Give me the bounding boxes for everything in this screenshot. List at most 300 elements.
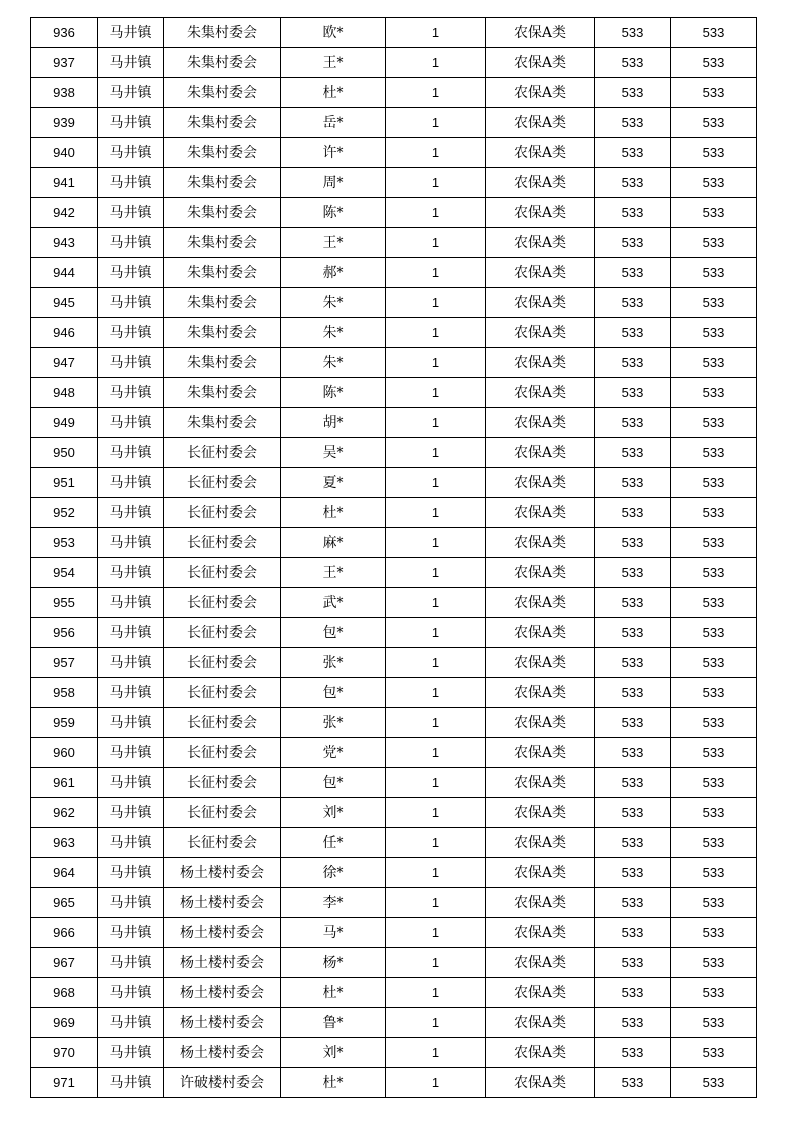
amount-cell: 533 (595, 78, 671, 108)
village-committee-cell: 朱集村委会 (164, 228, 281, 258)
row-number-cell: 938 (31, 78, 98, 108)
row-number-cell: 944 (31, 258, 98, 288)
name-cell: 朱* (281, 288, 386, 318)
category-cell: 农保A类 (486, 618, 595, 648)
category-cell: 农保A类 (486, 738, 595, 768)
town-cell: 马井镇 (98, 498, 164, 528)
amount-cell: 533 (595, 888, 671, 918)
village-committee-cell: 长征村委会 (164, 708, 281, 738)
category-cell: 农保A类 (486, 18, 595, 48)
total-amount-cell: 533 (671, 78, 757, 108)
name-cell: 党* (281, 738, 386, 768)
total-amount-cell: 533 (671, 588, 757, 618)
row-number-cell: 947 (31, 348, 98, 378)
amount-cell: 533 (595, 258, 671, 288)
total-amount-cell: 533 (671, 318, 757, 348)
count-cell: 1 (386, 258, 486, 288)
name-cell: 麻* (281, 528, 386, 558)
count-cell: 1 (386, 768, 486, 798)
row-number-cell: 940 (31, 138, 98, 168)
table-row (31, 438, 757, 468)
category-cell: 农保A类 (486, 168, 595, 198)
town-cell: 马井镇 (98, 408, 164, 438)
table-row (31, 168, 757, 198)
category-cell: 农保A类 (486, 318, 595, 348)
count-cell: 1 (386, 1008, 486, 1038)
total-amount-cell: 533 (671, 258, 757, 288)
total-amount-cell: 533 (671, 48, 757, 78)
total-amount-cell: 533 (671, 708, 757, 738)
name-cell: 王* (281, 228, 386, 258)
name-cell: 朱* (281, 318, 386, 348)
amount-cell: 533 (595, 228, 671, 258)
row-number-cell: 950 (31, 438, 98, 468)
total-amount-cell: 533 (671, 978, 757, 1008)
village-committee-cell: 长征村委会 (164, 558, 281, 588)
town-cell: 马井镇 (98, 798, 164, 828)
town-cell: 马井镇 (98, 588, 164, 618)
row-number-cell: 969 (31, 1008, 98, 1038)
town-cell: 马井镇 (98, 948, 164, 978)
category-cell: 农保A类 (486, 858, 595, 888)
name-cell: 张* (281, 708, 386, 738)
total-amount-cell: 533 (671, 618, 757, 648)
village-committee-cell: 长征村委会 (164, 738, 281, 768)
amount-cell: 533 (595, 588, 671, 618)
name-cell: 包* (281, 618, 386, 648)
amount-cell: 533 (595, 198, 671, 228)
row-number-cell: 965 (31, 888, 98, 918)
town-cell: 马井镇 (98, 78, 164, 108)
village-committee-cell: 长征村委会 (164, 798, 281, 828)
total-amount-cell: 533 (671, 378, 757, 408)
row-number-cell: 964 (31, 858, 98, 888)
town-cell: 马井镇 (98, 438, 164, 468)
count-cell: 1 (386, 588, 486, 618)
village-committee-cell: 长征村委会 (164, 678, 281, 708)
amount-cell: 533 (595, 558, 671, 588)
village-committee-cell: 朱集村委会 (164, 408, 281, 438)
town-cell: 马井镇 (98, 288, 164, 318)
town-cell: 马井镇 (98, 168, 164, 198)
town-cell: 马井镇 (98, 318, 164, 348)
village-committee-cell: 朱集村委会 (164, 138, 281, 168)
table-row (31, 828, 757, 858)
table-row (31, 318, 757, 348)
amount-cell: 533 (595, 1038, 671, 1068)
name-cell: 欧* (281, 18, 386, 48)
village-committee-cell: 杨土楼村委会 (164, 888, 281, 918)
village-committee-cell: 朱集村委会 (164, 18, 281, 48)
town-cell: 马井镇 (98, 528, 164, 558)
table-row (31, 498, 757, 528)
row-number-cell: 963 (31, 828, 98, 858)
name-cell: 岳* (281, 108, 386, 138)
count-cell: 1 (386, 918, 486, 948)
name-cell: 许* (281, 138, 386, 168)
town-cell: 马井镇 (98, 558, 164, 588)
name-cell: 王* (281, 48, 386, 78)
category-cell: 农保A类 (486, 48, 595, 78)
total-amount-cell: 533 (671, 798, 757, 828)
count-cell: 1 (386, 348, 486, 378)
amount-cell: 533 (595, 498, 671, 528)
village-committee-cell: 长征村委会 (164, 468, 281, 498)
total-amount-cell: 533 (671, 168, 757, 198)
total-amount-cell: 533 (671, 498, 757, 528)
table-row (31, 558, 757, 588)
town-cell: 马井镇 (98, 618, 164, 648)
name-cell: 包* (281, 678, 386, 708)
row-number-cell: 958 (31, 678, 98, 708)
category-cell: 农保A类 (486, 438, 595, 468)
total-amount-cell: 533 (671, 198, 757, 228)
category-cell: 农保A类 (486, 378, 595, 408)
category-cell: 农保A类 (486, 198, 595, 228)
total-amount-cell: 533 (671, 108, 757, 138)
row-number-cell: 961 (31, 768, 98, 798)
category-cell: 农保A类 (486, 768, 595, 798)
amount-cell: 533 (595, 738, 671, 768)
amount-cell: 533 (595, 978, 671, 1008)
village-committee-cell: 杨土楼村委会 (164, 1008, 281, 1038)
count-cell: 1 (386, 408, 486, 438)
amount-cell: 533 (595, 858, 671, 888)
name-cell: 陈* (281, 198, 386, 228)
table-row (31, 768, 757, 798)
town-cell: 马井镇 (98, 1068, 164, 1098)
table-row (31, 78, 757, 108)
total-amount-cell: 533 (671, 678, 757, 708)
total-amount-cell: 533 (671, 1038, 757, 1068)
amount-cell: 533 (595, 468, 671, 498)
row-number-cell: 946 (31, 318, 98, 348)
category-cell: 农保A类 (486, 1038, 595, 1068)
name-cell: 夏* (281, 468, 386, 498)
amount-cell: 533 (595, 798, 671, 828)
village-committee-cell: 朱集村委会 (164, 288, 281, 318)
category-cell: 农保A类 (486, 228, 595, 258)
count-cell: 1 (386, 708, 486, 738)
category-cell: 农保A类 (486, 888, 595, 918)
village-committee-cell: 杨土楼村委会 (164, 858, 281, 888)
count-cell: 1 (386, 948, 486, 978)
table-row (31, 1038, 757, 1068)
count-cell: 1 (386, 798, 486, 828)
category-cell: 农保A类 (486, 978, 595, 1008)
category-cell: 农保A类 (486, 258, 595, 288)
town-cell: 马井镇 (98, 858, 164, 888)
table-row (31, 588, 757, 618)
table-row (31, 528, 757, 558)
amount-cell: 533 (595, 618, 671, 648)
amount-cell: 533 (595, 168, 671, 198)
category-cell: 农保A类 (486, 828, 595, 858)
village-committee-cell: 长征村委会 (164, 768, 281, 798)
total-amount-cell: 533 (671, 288, 757, 318)
amount-cell: 533 (595, 378, 671, 408)
name-cell: 杨* (281, 948, 386, 978)
town-cell: 马井镇 (98, 648, 164, 678)
count-cell: 1 (386, 1038, 486, 1068)
total-amount-cell: 533 (671, 438, 757, 468)
total-amount-cell: 533 (671, 828, 757, 858)
village-committee-cell: 长征村委会 (164, 438, 281, 468)
category-cell: 农保A类 (486, 108, 595, 138)
count-cell: 1 (386, 168, 486, 198)
amount-cell: 533 (595, 1008, 671, 1038)
village-committee-cell: 朱集村委会 (164, 168, 281, 198)
town-cell: 马井镇 (98, 1008, 164, 1038)
row-number-cell: 945 (31, 288, 98, 318)
data-table (30, 17, 757, 1098)
town-cell: 马井镇 (98, 138, 164, 168)
village-committee-cell: 朱集村委会 (164, 258, 281, 288)
town-cell: 马井镇 (98, 828, 164, 858)
count-cell: 1 (386, 528, 486, 558)
total-amount-cell: 533 (671, 18, 757, 48)
village-committee-cell: 杨土楼村委会 (164, 918, 281, 948)
village-committee-cell: 朱集村委会 (164, 198, 281, 228)
name-cell: 包* (281, 768, 386, 798)
count-cell: 1 (386, 978, 486, 1008)
count-cell: 1 (386, 138, 486, 168)
count-cell: 1 (386, 468, 486, 498)
total-amount-cell: 533 (671, 138, 757, 168)
village-committee-cell: 杨土楼村委会 (164, 948, 281, 978)
village-committee-cell: 朱集村委会 (164, 318, 281, 348)
row-number-cell: 936 (31, 18, 98, 48)
town-cell: 马井镇 (98, 738, 164, 768)
row-number-cell: 939 (31, 108, 98, 138)
row-number-cell: 956 (31, 618, 98, 648)
table-row (31, 138, 757, 168)
table-row (31, 408, 757, 438)
village-committee-cell: 朱集村委会 (164, 78, 281, 108)
count-cell: 1 (386, 558, 486, 588)
category-cell: 农保A类 (486, 468, 595, 498)
amount-cell: 533 (595, 708, 671, 738)
total-amount-cell: 533 (671, 468, 757, 498)
total-amount-cell: 533 (671, 558, 757, 588)
amount-cell: 533 (595, 48, 671, 78)
name-cell: 杜* (281, 498, 386, 528)
count-cell: 1 (386, 858, 486, 888)
table-row (31, 348, 757, 378)
table-row (31, 978, 757, 1008)
town-cell: 马井镇 (98, 918, 164, 948)
total-amount-cell: 533 (671, 948, 757, 978)
count-cell: 1 (386, 18, 486, 48)
table-row (31, 258, 757, 288)
count-cell: 1 (386, 738, 486, 768)
village-committee-cell: 朱集村委会 (164, 348, 281, 378)
row-number-cell: 957 (31, 648, 98, 678)
amount-cell: 533 (595, 918, 671, 948)
total-amount-cell: 533 (671, 1008, 757, 1038)
table-row (31, 378, 757, 408)
count-cell: 1 (386, 198, 486, 228)
category-cell: 农保A类 (486, 138, 595, 168)
village-committee-cell: 长征村委会 (164, 618, 281, 648)
amount-cell: 533 (595, 318, 671, 348)
town-cell: 马井镇 (98, 48, 164, 78)
count-cell: 1 (386, 318, 486, 348)
village-committee-cell: 杨土楼村委会 (164, 978, 281, 1008)
village-committee-cell: 朱集村委会 (164, 108, 281, 138)
total-amount-cell: 533 (671, 648, 757, 678)
category-cell: 农保A类 (486, 798, 595, 828)
village-committee-cell: 长征村委会 (164, 498, 281, 528)
village-committee-cell: 长征村委会 (164, 528, 281, 558)
row-number-cell: 968 (31, 978, 98, 1008)
category-cell: 农保A类 (486, 948, 595, 978)
amount-cell: 533 (595, 288, 671, 318)
name-cell: 陈* (281, 378, 386, 408)
amount-cell: 533 (595, 828, 671, 858)
total-amount-cell: 533 (671, 888, 757, 918)
row-number-cell: 952 (31, 498, 98, 528)
amount-cell: 533 (595, 138, 671, 168)
total-amount-cell: 533 (671, 918, 757, 948)
total-amount-cell: 533 (671, 738, 757, 768)
row-number-cell: 971 (31, 1068, 98, 1098)
table-row (31, 648, 757, 678)
amount-cell: 533 (595, 948, 671, 978)
total-amount-cell: 533 (671, 228, 757, 258)
name-cell: 吴* (281, 438, 386, 468)
count-cell: 1 (386, 888, 486, 918)
town-cell: 马井镇 (98, 228, 164, 258)
row-number-cell: 953 (31, 528, 98, 558)
town-cell: 马井镇 (98, 198, 164, 228)
category-cell: 农保A类 (486, 348, 595, 378)
category-cell: 农保A类 (486, 918, 595, 948)
name-cell: 刘* (281, 798, 386, 828)
category-cell: 农保A类 (486, 708, 595, 738)
category-cell: 农保A类 (486, 558, 595, 588)
count-cell: 1 (386, 108, 486, 138)
table-row (31, 228, 757, 258)
total-amount-cell: 533 (671, 408, 757, 438)
table-row (31, 108, 757, 138)
town-cell: 马井镇 (98, 378, 164, 408)
row-number-cell: 937 (31, 48, 98, 78)
table-row (31, 468, 757, 498)
row-number-cell: 954 (31, 558, 98, 588)
category-cell: 农保A类 (486, 498, 595, 528)
row-number-cell: 949 (31, 408, 98, 438)
amount-cell: 533 (595, 528, 671, 558)
town-cell: 马井镇 (98, 468, 164, 498)
name-cell: 郝* (281, 258, 386, 288)
row-number-cell: 959 (31, 708, 98, 738)
town-cell: 马井镇 (98, 708, 164, 738)
table-row (31, 1068, 757, 1098)
count-cell: 1 (386, 228, 486, 258)
table-row (31, 618, 757, 648)
total-amount-cell: 533 (671, 768, 757, 798)
count-cell: 1 (386, 78, 486, 108)
table-row (31, 1008, 757, 1038)
category-cell: 农保A类 (486, 1068, 595, 1098)
amount-cell: 533 (595, 648, 671, 678)
table-row (31, 888, 757, 918)
name-cell: 胡* (281, 408, 386, 438)
name-cell: 王* (281, 558, 386, 588)
name-cell: 任* (281, 828, 386, 858)
row-number-cell: 967 (31, 948, 98, 978)
count-cell: 1 (386, 618, 486, 648)
total-amount-cell: 533 (671, 1068, 757, 1098)
amount-cell: 533 (595, 18, 671, 48)
amount-cell: 533 (595, 1068, 671, 1098)
name-cell: 刘* (281, 1038, 386, 1068)
name-cell: 杜* (281, 1068, 386, 1098)
table-row (31, 858, 757, 888)
row-number-cell: 966 (31, 918, 98, 948)
town-cell: 马井镇 (98, 1038, 164, 1068)
town-cell: 马井镇 (98, 978, 164, 1008)
category-cell: 农保A类 (486, 648, 595, 678)
row-number-cell: 970 (31, 1038, 98, 1068)
village-committee-cell: 许破楼村委会 (164, 1068, 281, 1098)
name-cell: 鲁* (281, 1008, 386, 1038)
category-cell: 农保A类 (486, 528, 595, 558)
village-committee-cell: 朱集村委会 (164, 378, 281, 408)
name-cell: 李* (281, 888, 386, 918)
name-cell: 杜* (281, 78, 386, 108)
count-cell: 1 (386, 288, 486, 318)
amount-cell: 533 (595, 348, 671, 378)
row-number-cell: 948 (31, 378, 98, 408)
table-row (31, 918, 757, 948)
table-row (31, 798, 757, 828)
table-row (31, 18, 757, 48)
name-cell: 徐* (281, 858, 386, 888)
name-cell: 杜* (281, 978, 386, 1008)
amount-cell: 533 (595, 438, 671, 468)
table-row (31, 708, 757, 738)
row-number-cell: 941 (31, 168, 98, 198)
total-amount-cell: 533 (671, 858, 757, 888)
name-cell: 武* (281, 588, 386, 618)
village-committee-cell: 长征村委会 (164, 648, 281, 678)
category-cell: 农保A类 (486, 78, 595, 108)
village-committee-cell: 长征村委会 (164, 588, 281, 618)
count-cell: 1 (386, 378, 486, 408)
category-cell: 农保A类 (486, 408, 595, 438)
count-cell: 1 (386, 48, 486, 78)
amount-cell: 533 (595, 108, 671, 138)
count-cell: 1 (386, 498, 486, 528)
village-committee-cell: 长征村委会 (164, 828, 281, 858)
row-number-cell: 942 (31, 198, 98, 228)
total-amount-cell: 533 (671, 348, 757, 378)
village-committee-cell: 朱集村委会 (164, 48, 281, 78)
town-cell: 马井镇 (98, 768, 164, 798)
total-amount-cell: 533 (671, 528, 757, 558)
table-body (31, 18, 757, 1098)
table-row (31, 948, 757, 978)
name-cell: 张* (281, 648, 386, 678)
category-cell: 农保A类 (486, 288, 595, 318)
category-cell: 农保A类 (486, 1008, 595, 1038)
count-cell: 1 (386, 648, 486, 678)
town-cell: 马井镇 (98, 258, 164, 288)
name-cell: 周* (281, 168, 386, 198)
category-cell: 农保A类 (486, 588, 595, 618)
